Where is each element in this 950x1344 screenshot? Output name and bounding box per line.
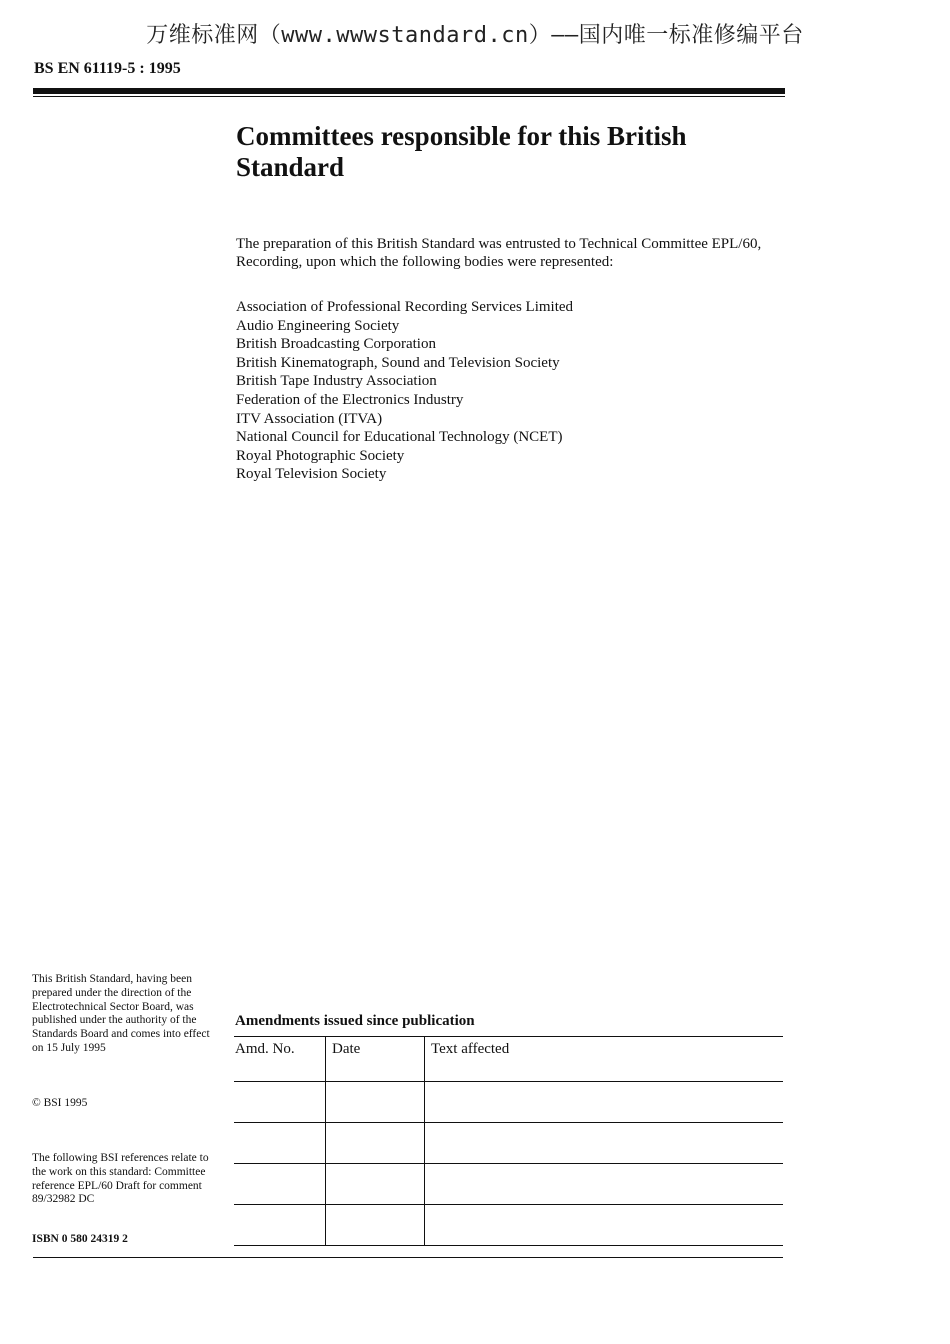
table-row: [234, 1205, 783, 1246]
list-item: British Tape Industry Association: [236, 373, 437, 390]
table-cell: [234, 1205, 326, 1246]
table-cell: [326, 1082, 425, 1123]
table-cell: [234, 1164, 326, 1205]
table-cell: [234, 1123, 326, 1164]
table-cell: [326, 1205, 425, 1246]
column-header-amd-no: Amd. No.: [234, 1037, 326, 1082]
publication-statement: This British Standard, having been prepared under the direction of the Electrotechnical Sector Board, was published under the authority of the Standards Board and comes into effect on 15 July 1995: [32, 973, 210, 1054]
bsi-references: The following BSI references relate to the work on this standard: Committee reference EPL/60 Draft for comment 89/32982 DC: [32, 1152, 209, 1206]
list-item: Royal Television Society: [236, 466, 387, 483]
header-rule-thin: [33, 96, 785, 97]
copyright-notice: © BSI 1995: [32, 1097, 88, 1109]
site-banner: 万维标准网（www.wwwstandard.cn）——国内唯一标准修编平台: [146, 23, 804, 48]
table-row: [234, 1123, 783, 1164]
list-item: Association of Professional Recording Services Limited: [236, 299, 574, 315]
page-title: Committees responsible for this British Standard: [236, 121, 687, 182]
represented-bodies-list: [236, 298, 796, 484]
table-row: [234, 1164, 783, 1205]
list-item: British Kinematograph, Sound and Television Society: [236, 354, 560, 371]
column-header-date: Date: [326, 1037, 425, 1082]
list-item: ITV Association (ITVA): [236, 410, 383, 427]
table-cell: [425, 1205, 784, 1246]
column-header-text-affected: Text affected: [425, 1037, 784, 1082]
footer-rule: [33, 1257, 783, 1258]
amendments-title: Amendments issued since publication: [235, 1013, 475, 1029]
intro-paragraph: The preparation of this British Standard was entrusted to Technical Committee EPL/60, Recording, upon which the following bodies were represented:: [236, 236, 762, 270]
table-header-row: [234, 1037, 783, 1082]
amendments-table: [234, 1036, 783, 1246]
table-cell: [425, 1164, 784, 1205]
table-cell: [234, 1082, 326, 1123]
table-cell: [326, 1123, 425, 1164]
table-row: [234, 1082, 783, 1123]
list-item: British Broadcasting Corporation: [236, 336, 436, 353]
document-id: BS EN 61119-5 : 1995: [34, 60, 181, 77]
table-cell: [425, 1123, 784, 1164]
table-cell: [425, 1082, 784, 1123]
list-item: Audio Engineering Society: [236, 317, 400, 334]
list-item: Royal Photographic Society: [236, 447, 405, 464]
list-item: National Council for Educational Technology (NCET): [236, 429, 563, 446]
list-item: Federation of the Electronics Industry: [236, 391, 464, 408]
header-rule-thick: [33, 88, 785, 94]
table-cell: [326, 1164, 425, 1205]
isbn: ISBN 0 580 24319 2: [32, 1233, 128, 1245]
